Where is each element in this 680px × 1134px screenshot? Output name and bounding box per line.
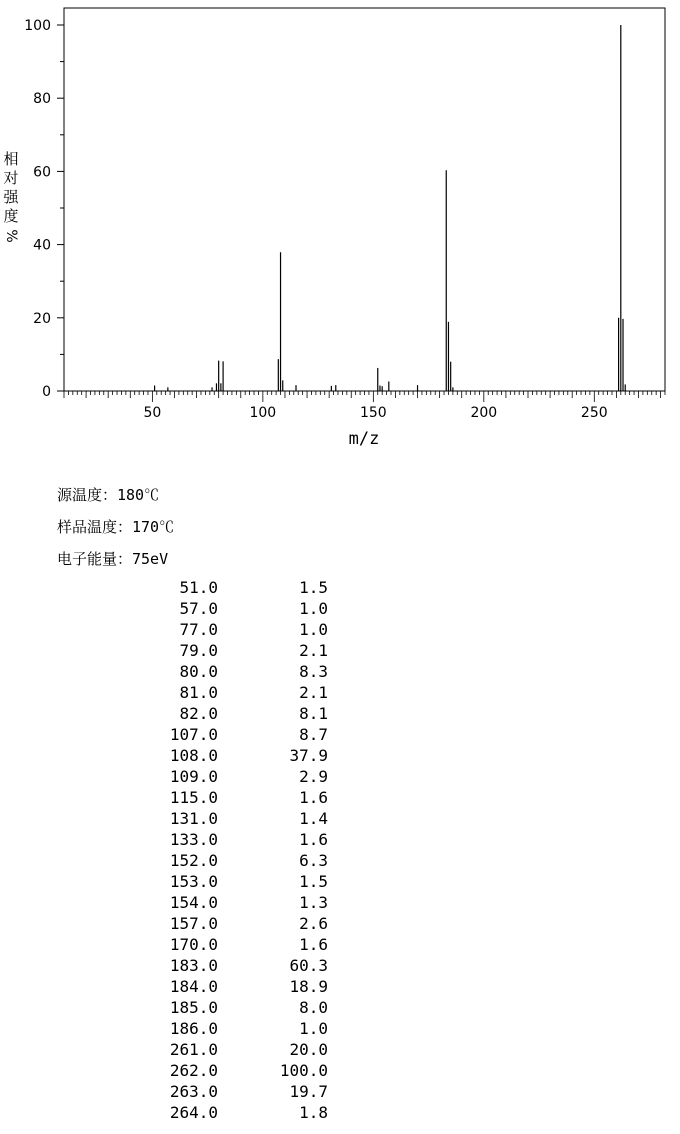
mz-value: 81.0 <box>179 683 218 702</box>
y-tick-label: 20 <box>33 310 51 327</box>
mz-value: 186.0 <box>169 1019 218 1038</box>
abundance-value: 8.0 <box>299 998 328 1017</box>
abundance-value: 8.7 <box>299 725 328 744</box>
mz-value: 82.0 <box>179 704 218 723</box>
source-temperature: 源温度：180℃ <box>57 486 160 504</box>
mz-value: 183.0 <box>169 956 218 975</box>
sample-temperature: 样品温度：170℃ <box>57 518 175 536</box>
y-tick-label: 80 <box>33 91 51 108</box>
electron-energy: 电子能量：75eV <box>57 550 169 568</box>
mz-value: 107.0 <box>169 725 218 744</box>
abundance-value: 6.3 <box>299 851 328 870</box>
abundance-value: 2.1 <box>299 683 328 702</box>
mz-value: 263.0 <box>169 1082 218 1101</box>
mz-value: 157.0 <box>169 914 218 933</box>
abundance-value: 1.6 <box>299 788 328 807</box>
peaks <box>155 25 626 391</box>
x-tick-label: 50 <box>143 405 162 421</box>
abundance-value: 60.3 <box>289 956 328 975</box>
abundance-value: 1.0 <box>299 599 328 618</box>
abundance-value: 1.0 <box>299 620 328 639</box>
abundance-value: 19.7 <box>289 1082 328 1101</box>
mass-spectrum-chart <box>0 0 680 460</box>
y-tick-label: 60 <box>33 164 51 181</box>
y-axis-label-char: 对 <box>3 169 19 187</box>
abundance-value: 1.3 <box>299 893 328 912</box>
mz-value: 79.0 <box>179 641 218 660</box>
x-tick-label: 150 <box>359 405 387 421</box>
plot-frame <box>64 8 665 391</box>
mz-value: 185.0 <box>169 998 218 1017</box>
y-axis-label-char: 度 <box>3 207 19 225</box>
mz-value: 77.0 <box>179 620 218 639</box>
abundance-value: 18.9 <box>289 977 328 996</box>
mz-value: 108.0 <box>169 746 218 765</box>
mz-value: 131.0 <box>169 809 218 828</box>
mz-value: 154.0 <box>169 893 218 912</box>
y-axis-label-char: 相 <box>3 150 19 168</box>
mz-value: 153.0 <box>169 872 218 891</box>
mz-value: 152.0 <box>169 851 218 870</box>
y-axis-unit: % <box>3 229 19 243</box>
abundance-value: 1.4 <box>299 809 328 828</box>
abundance-value: 1.8 <box>299 1103 328 1122</box>
y-tick-label: 0 <box>42 384 51 400</box>
mz-value: 51.0 <box>179 578 218 597</box>
x-tick-label: 250 <box>580 405 608 421</box>
abundance-value: 1.5 <box>299 578 328 597</box>
mz-value: 262.0 <box>169 1061 218 1080</box>
mz-value: 264.0 <box>169 1103 218 1122</box>
mz-value: 115.0 <box>169 788 218 807</box>
mz-value: 184.0 <box>169 977 218 996</box>
x-axis <box>64 391 665 421</box>
abundance-value: 2.9 <box>299 767 328 786</box>
abundance-value: 1.5 <box>299 872 328 891</box>
abundance-value: 2.6 <box>299 914 328 933</box>
abundance-value: 1.0 <box>299 1019 328 1038</box>
x-tick-label: 100 <box>249 405 277 421</box>
x-tick-label: 200 <box>470 405 498 421</box>
abundance-value: 1.6 <box>299 830 328 849</box>
abundance-value: 37.9 <box>289 746 328 765</box>
abundance-value: 8.1 <box>299 704 328 723</box>
abundance-value: 8.3 <box>299 662 328 681</box>
y-tick-label: 100 <box>24 18 51 34</box>
mz-value: 109.0 <box>169 767 218 786</box>
abundance-value: 2.1 <box>299 641 328 660</box>
mz-value: 57.0 <box>179 599 218 618</box>
mz-value: 261.0 <box>169 1040 218 1059</box>
abundance-value: 20.0 <box>289 1040 328 1059</box>
abundance-value: 1.6 <box>299 935 328 954</box>
y-tick-label: 40 <box>33 237 51 254</box>
y-axis-label <box>0 150 22 244</box>
mz-value: 80.0 <box>179 662 218 681</box>
x-axis-label: m/z <box>348 429 380 449</box>
y-axis-label-char: 强 <box>3 188 19 206</box>
abundance-value: 100.0 <box>279 1061 328 1080</box>
y-axis <box>24 18 64 400</box>
mz-value: 133.0 <box>169 830 218 849</box>
mz-value: 170.0 <box>169 935 218 954</box>
